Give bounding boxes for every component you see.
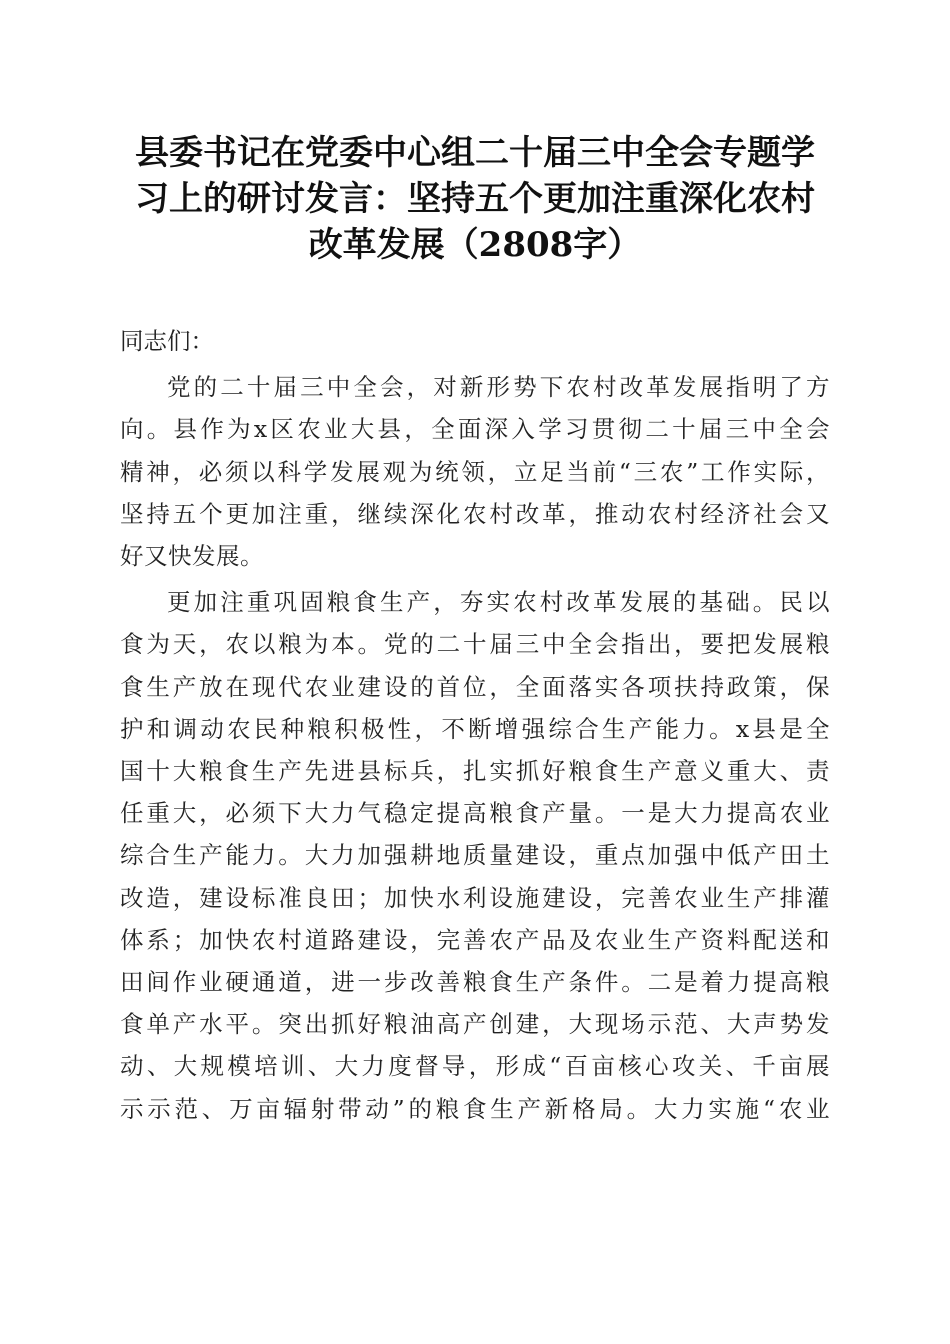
paragraph-line: 好又快发展。 xyxy=(120,542,264,571)
document-body xyxy=(120,320,830,1134)
paragraph-line: 任重大，必须下大力气稳定提高粮食产量。一是大力提高农业 xyxy=(120,799,830,828)
paragraph-line: 体系；加快农村道路建设，完善农产品及农业生产资料配送和 xyxy=(120,925,830,954)
greeting: 同志们： xyxy=(120,327,214,355)
paragraph-line: 更加注重巩固粮食生产，夯实农村改革发展的基础。民以 xyxy=(167,588,830,617)
paragraph-line: 精神，必须以科学发展观为统领，立足当前“三农”工作实际， xyxy=(120,457,830,486)
paragraph-line: 向。县作为x区农业大县，全面深入学习贯彻二十届三中全会 xyxy=(120,415,830,444)
paragraph-line: 坚持五个更加注重，继续深化农村改革，推动农村经济社会又 xyxy=(120,499,830,528)
paragraph-line: 改造，建设标准良田；加快水利设施建设，完善农业生产排灌 xyxy=(120,883,830,912)
paragraph-line: 综合生产能力。大力加强耕地质量建设，重点加强中低产田土 xyxy=(120,841,830,870)
document-title xyxy=(110,130,840,268)
title-line: 改革发展（2808字） xyxy=(308,225,642,265)
paragraph-line: 食单产水平。突出抓好粮油高产创建，大现场示范、大声势发 xyxy=(120,1010,830,1039)
paragraph-2 xyxy=(120,581,830,1130)
paragraph-line: 食为天，农以粮为本。党的二十届三中全会指出，要把发展粮 xyxy=(120,630,830,659)
paragraph-line: 示示范、万亩辐射带动”的粮食生产新格局。大力实施“农业 xyxy=(120,1094,830,1123)
paragraph-line: 护和调动农民种粮积极性，不断增强综合生产能力。x县是全 xyxy=(120,714,830,743)
paragraph-line: 动、大规模培训、大力度督导，形成“百亩核心攻关、千亩展 xyxy=(120,1052,830,1081)
paragraph-line: 国十大粮食生产先进县标兵，扎实抓好粮食生产意义重大、责 xyxy=(120,757,830,786)
paragraph-line: 党的二十届三中全会，对新形势下农村改革发展指明了方 xyxy=(167,373,830,402)
paragraph-line: 食生产放在现代农业建设的首位，全面落实各项扶持政策，保 xyxy=(120,672,830,701)
paragraph-line: 田间作业硬通道，进一步改善粮食生产条件。二是着力提高粮 xyxy=(120,968,830,997)
title-line: 习上的研讨发言：坚持五个更加注重深化农村 xyxy=(135,179,815,219)
paragraph-1 xyxy=(120,366,830,577)
title-line: 县委书记在党委中心组二十届三中全会专题学 xyxy=(135,133,815,173)
